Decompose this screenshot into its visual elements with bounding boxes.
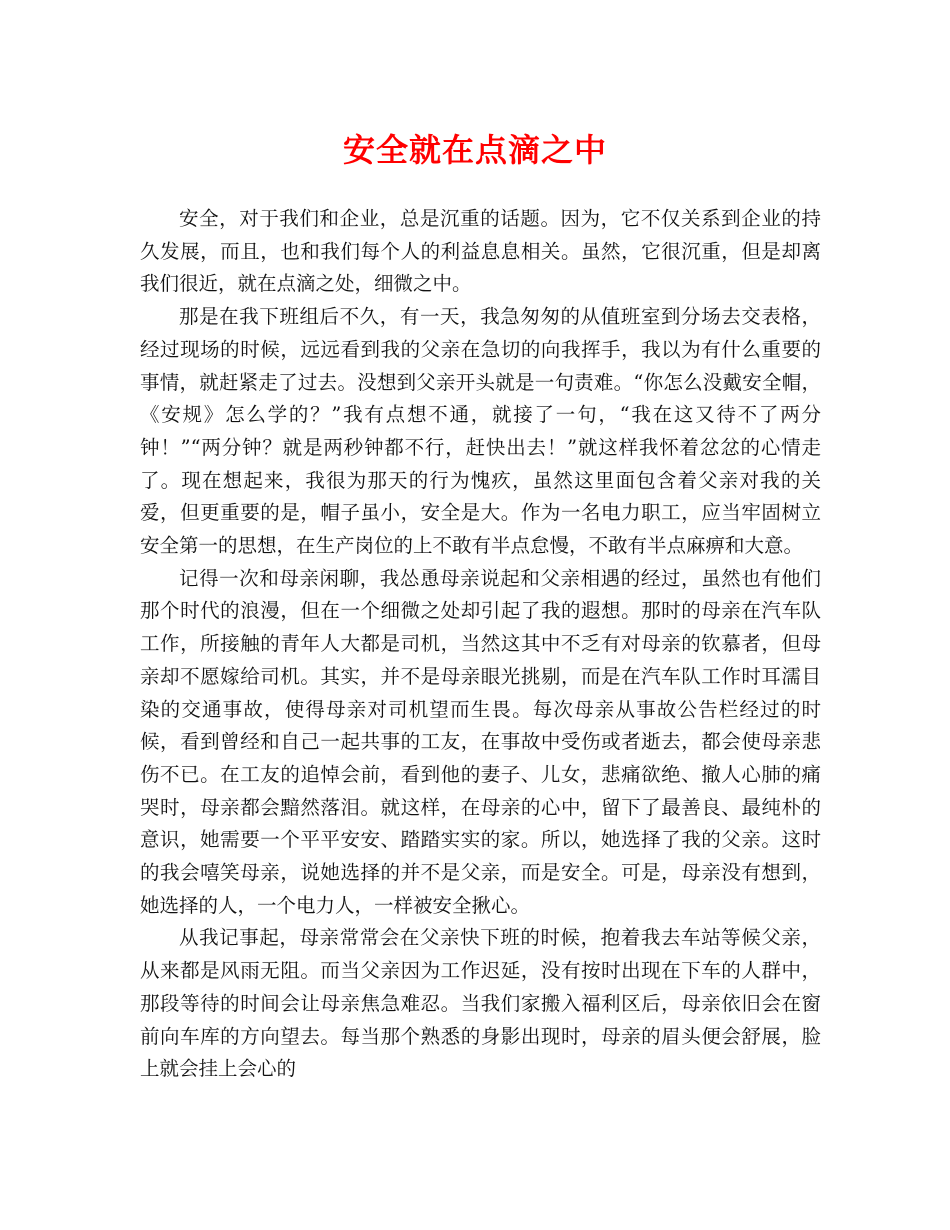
paragraph-3: 记得一次和母亲闲聊，我怂恿母亲说起和父亲相遇的经过，虽然也有他们那个时代的浪漫，但在一个细微之处却引起了我的遐想。那时的母亲在汽车队工作，所接触的青年人大都是司机，当然这其中不乏有对母亲的钦慕者，但母亲却不愿嫁给司机。其实，并不是母亲眼光挑剔，而是在汽车队工作时耳濡目染的交通事故，使得母亲对司机望而生畏。每次母亲从事故公告栏经过的时候，看到曾经和自己一起共事的工友，在事故中受伤或者逝去，都会使母亲悲伤不已。在工友的追悼会前，看到他的妻子、儿女，悲痛欲绝、撤人心肺的痛哭时，母亲都会黯然落泪。就这样，在母亲的心中，留下了最善良、最纯朴的意识，她需要一个平平安安、踏踏实实的家。所以，她选择了我的父亲。这时的我会嘻笑母亲，说她选择的并不是父亲，而是安全。可是，母亲没有想到，她选择的人，一个电力人，一样被安全揪心。: [140, 566, 821, 917]
paragraph-4: 从我记事起，母亲常常会在父亲快下班的时候，抱着我去车站等候父亲，从来都是风雨无阻。而当父亲因为工作迟延，没有按时出现在下车的人群中，那段等待的时间会让母亲焦急难忍。当我们家搬入福利区后，母亲依旧会在窗前向车库的方向望去。每当那个熟悉的身影出现时，母亲的眉头便会舒展，脸上就会挂上会心的: [140, 926, 821, 1081]
paragraph-2: 那是在我下班组后不久，有一天，我急匆匆的从值班室到分场去交表格，经过现场的时候，远远看到我的父亲在急切的向我挥手，我以为有什么重要的事情，就赶紧走了过去。没想到父亲开头就是一句责难。“你怎么没戴安全帽，《安规》怎么学的？”我有点想不通，就接了一句，“我在这又待不了两分钟！”“两分钟？就是两秒钟都不行，赶快出去！”就这样我怀着忿忿的心情走了。现在想起来，我很为那天的行为愧疚，虽然这里面包含着父亲对我的关爱，但更重要的是，帽子虽小，安全是大。作为一名电力职工，应当牢固树立安全第一的思想，在生产岗位的上不敢有半点怠慢，不敢有半点麻痹和大意。: [140, 305, 821, 558]
document-body: [140, 203, 821, 1086]
paragraph-1: 安全，对于我们和企业，总是沉重的话题。因为，它不仅关系到企业的持久发展，而且，也和我们每个人的利益息息相关。虽然，它很沉重，但是却离我们很近，就在点滴之处，细微之中。: [140, 207, 821, 296]
document-title: 安全就在点滴之中: [342, 131, 607, 169]
